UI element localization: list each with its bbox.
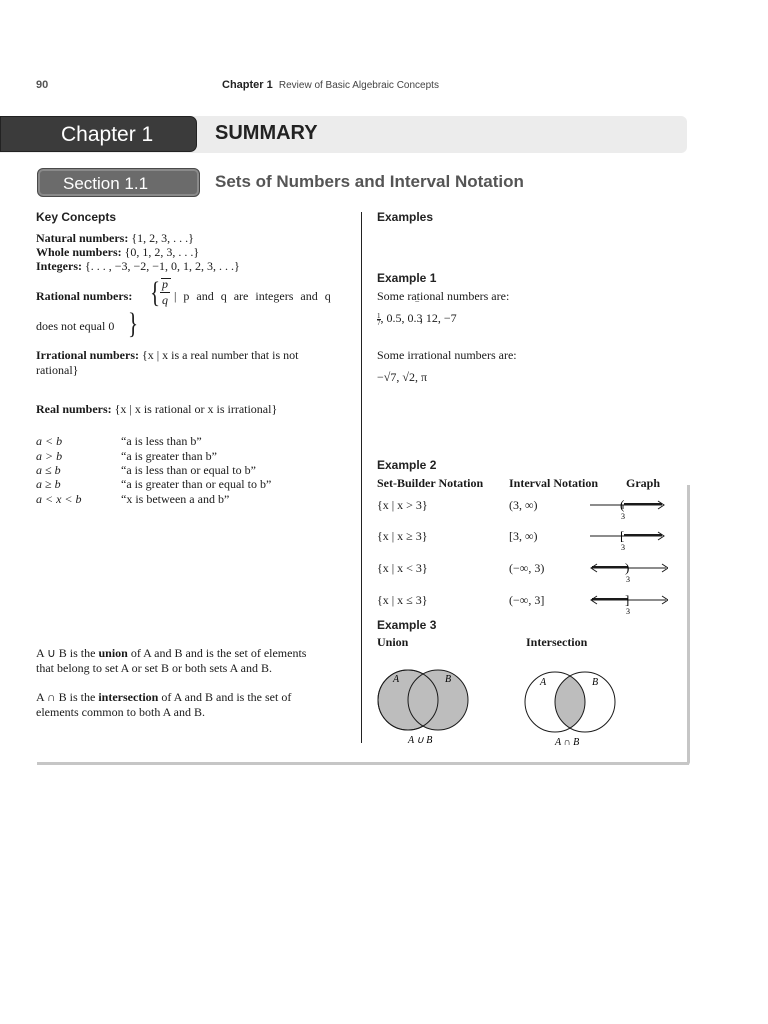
union-label-b: B: [445, 674, 452, 685]
repeating-bar: ‾: [415, 302, 419, 313]
whole-numbers: [36, 245, 199, 260]
rational-text-2: does not equal 0: [36, 319, 115, 333]
graph-row-3-bracket: ]: [625, 592, 630, 607]
irrational-text-2: rational}: [36, 363, 79, 377]
intersection-caption: A ∩ B: [555, 737, 580, 748]
intersection-venn-diagram: [523, 670, 623, 750]
union-def-post: of A and B and is the set of elements: [130, 646, 307, 660]
irrational-label: Irrational numbers:: [36, 348, 139, 362]
inequality-sym-2: a ≤ b: [36, 463, 61, 477]
natural-label: Natural numbers:: [36, 231, 129, 245]
rational-label-text: Rational numbers:: [36, 289, 133, 303]
interval-graphs: [588, 495, 668, 619]
summary-heading: SUMMARY: [215, 122, 318, 144]
inequality-sym-4: a < x < b: [36, 492, 82, 506]
rational-label: [36, 289, 132, 304]
row-1-interval: [3, ∞): [509, 529, 538, 543]
whole-value: {0, 1, 2, 3, . . .}: [124, 245, 200, 259]
inequality-desc-2: “a is less than or equal to b”: [121, 463, 256, 477]
real-label: Real numbers:: [36, 402, 112, 416]
irrational-text: {x | x is a real number that is not: [142, 348, 299, 362]
row-0-interval: (3, ∞): [509, 498, 538, 512]
inequality-desc-0: “a is less than b”: [121, 434, 202, 448]
running-chapter-title: Review of Basic Algebraic Concepts: [278, 80, 439, 91]
row-0-set: {x | x > 3}: [377, 498, 428, 512]
intersection-heading: Intersection: [526, 635, 588, 649]
graph-row-1: [590, 528, 664, 552]
inter-def-post: of A and B and is the set of: [161, 690, 292, 704]
irrational-numbers: [36, 348, 298, 363]
column-interval: Interval Notation: [509, 476, 598, 490]
whole-label: Whole numbers:: [36, 245, 122, 259]
section-title: Sets of Numbers and Interval Notation: [215, 172, 524, 191]
row-1-set: {x | x ≥ 3}: [377, 529, 428, 543]
inequality-sym-1: a > b: [36, 449, 63, 463]
union-heading: Union: [377, 635, 409, 649]
graph-row-3: [591, 592, 668, 616]
inter-def-pre: A ∩ B is the: [36, 690, 96, 704]
inequality-sym-0: a < b: [36, 434, 63, 448]
integers-value: {. . . , −3, −2, −1, 0, 1, 2, 3, . . .}: [84, 259, 240, 273]
rational-denominator: q: [162, 293, 168, 307]
page-number: 90: [36, 79, 49, 91]
example-1-title: Example 1: [377, 271, 437, 285]
summary-bottom-rule: [37, 762, 689, 765]
union-venn-diagram: [376, 668, 476, 748]
examples-heading: Examples: [377, 210, 434, 224]
natural-value: {1, 2, 3, . . .}: [131, 231, 194, 245]
real-numbers: [36, 402, 277, 417]
inequality-desc-3: “a is greater than or equal to b”: [121, 477, 272, 491]
graph-row-0-bracket: (: [620, 497, 625, 512]
graph-row-2: [591, 560, 668, 584]
column-set-builder: Set-Builder Notation: [377, 476, 484, 490]
example-1-irrational-text: Some irrational numbers are:: [377, 348, 517, 362]
row-3-set: {x | x ≤ 3}: [377, 593, 428, 607]
union-caption: A ∪ B: [408, 735, 433, 746]
rational-text: | p and q are integers and q: [174, 289, 331, 303]
section-label-box: Section 1.1: [37, 168, 200, 197]
union-def-bold: union: [98, 646, 128, 660]
union-definition-2: that belong to set A or set B or both sets A and B.: [36, 661, 272, 675]
inequality-desc-4: “x is between a and b”: [121, 492, 230, 506]
key-concepts-heading: Key Concepts: [36, 210, 117, 224]
real-text: {x | x is rational or x is irrational}: [114, 402, 278, 416]
rational-open-brace: {: [150, 276, 161, 309]
rational-close-brace: }: [128, 307, 139, 340]
intersection-label-b: B: [592, 677, 599, 688]
graph-row-2-tick: 3: [626, 575, 630, 584]
chapter-label-box: Chapter 1: [0, 116, 197, 152]
example-2-title: Example 2: [377, 458, 437, 472]
graph-row-1-tick: 3: [621, 543, 625, 552]
example-1-irrational-values: −√7, √2, π: [377, 370, 427, 384]
example-1-values-b: , 12, −7: [419, 311, 457, 325]
graph-row-0: [590, 497, 664, 521]
row-2-set: {x | x < 3}: [377, 561, 428, 575]
example-1-text: Some rational numbers are:: [377, 289, 510, 303]
intersection-definition-2: elements common to both A and B.: [36, 705, 205, 719]
running-chapter-label: Chapter 1: [222, 79, 273, 91]
integers: [36, 259, 240, 274]
row-3-interval: (−∞, 3]: [509, 593, 545, 607]
example-1-values: [377, 302, 457, 327]
inequality-desc-1: “a is greater than b”: [121, 449, 217, 463]
inequality-sym-3: a ≥ b: [36, 477, 61, 491]
column-graph: Graph: [626, 476, 661, 490]
column-divider: [361, 212, 362, 743]
intersection-label-a: A: [540, 677, 547, 688]
graph-row-2-bracket: ): [625, 560, 630, 575]
row-2-interval: (−∞, 3): [509, 561, 545, 575]
union-def-pre: A ∪ B is the: [36, 646, 96, 660]
intersection-definition: [36, 690, 291, 705]
union-definition: [36, 646, 306, 661]
graph-row-1-bracket: [: [620, 528, 625, 543]
graph-row-0-tick: 3: [621, 512, 625, 521]
rational-numerator: p: [162, 277, 168, 291]
summary-right-rule: [687, 485, 690, 765]
inter-def-bold: intersection: [98, 690, 159, 704]
example-3-title: Example 3: [377, 618, 437, 632]
fraction-one-seventh: $\frac{1}{7}$: [377, 311, 381, 327]
graph-row-3-tick: 3: [626, 607, 630, 616]
natural-numbers: [36, 231, 194, 246]
example-1-values-a: , 0.5, 0.3: [380, 311, 423, 325]
running-header: [222, 79, 439, 91]
union-label-a: A: [393, 674, 400, 685]
integers-label: Integers:: [36, 259, 82, 273]
